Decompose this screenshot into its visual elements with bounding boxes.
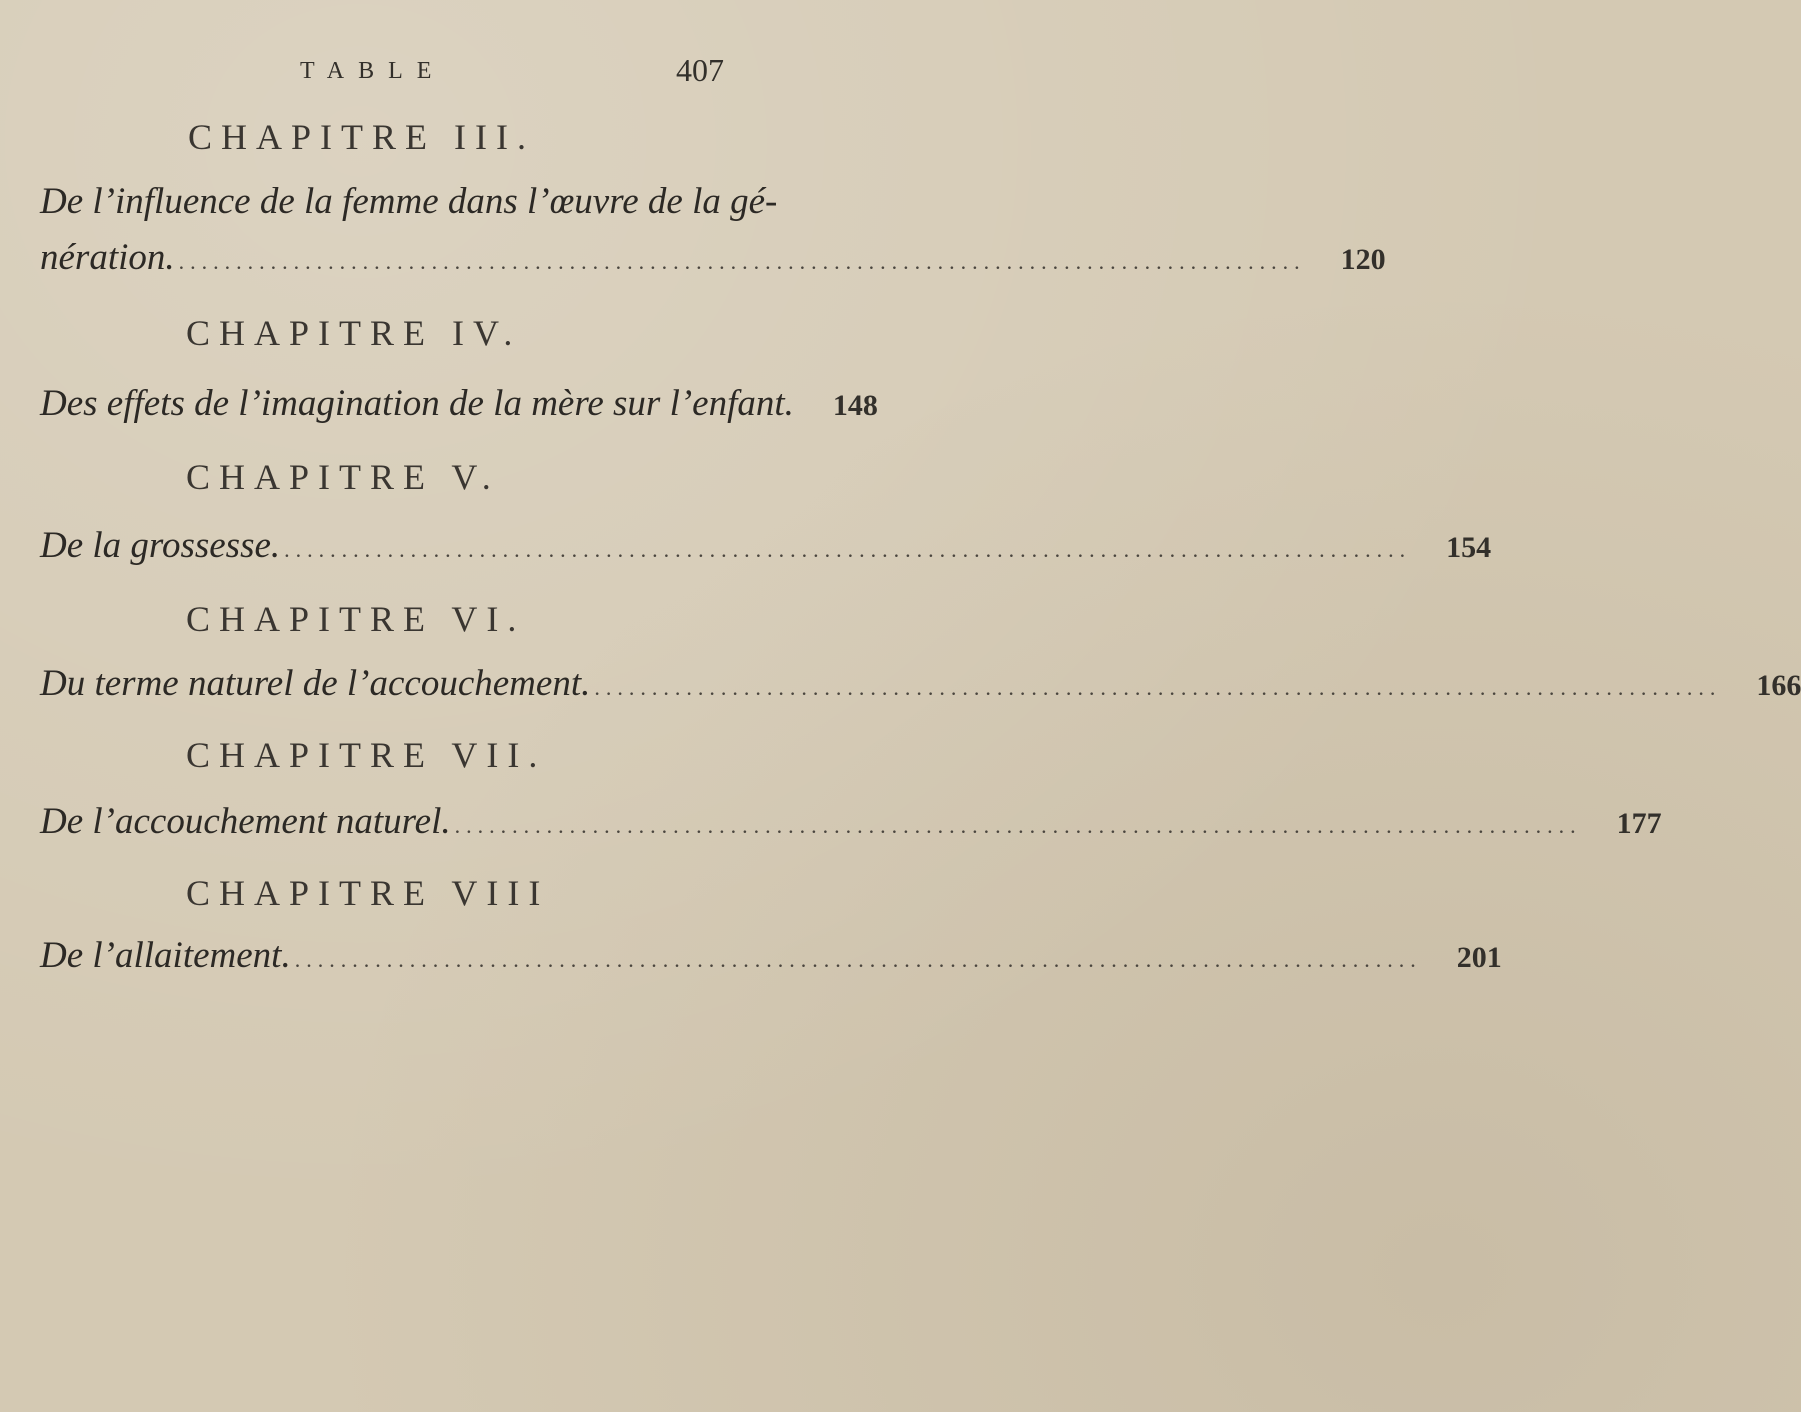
toc-entry-page: 201 [1456, 941, 1502, 974]
toc-entry-page: 148 [832, 389, 878, 422]
toc-entry-page: 120 [1340, 243, 1386, 276]
toc-entry-title: Du terme naturel de l’accouchement. [40, 663, 591, 704]
toc-entry [40, 934, 1502, 982]
toc-entry-page: 154 [1446, 531, 1492, 564]
dot-leader [179, 249, 1306, 275]
chapter-heading: CHAPITRE VI. [186, 599, 526, 639]
chapter-heading: CHAPITRE VII. [186, 735, 547, 775]
toc-entry [40, 236, 1386, 284]
chapter-heading: CHAPITRE IV. [186, 313, 522, 353]
toc-entry-title: De l’accouchement naturel. [40, 801, 451, 842]
toc-entry-title: De l’influence de la femme dans l’œuvre de la gé- [40, 181, 778, 222]
toc-entry-page: 166 [1756, 669, 1801, 702]
chapter-heading: CHAPITRE III. [188, 117, 535, 157]
toc-entry [40, 382, 878, 430]
toc-entry-title: De l’allaitement. [40, 935, 291, 976]
dot-leader [594, 675, 1721, 701]
toc-entry-title: De la grossesse. [40, 525, 281, 566]
page-number: 407 [676, 52, 724, 88]
dot-leader [455, 813, 1582, 839]
chapter-heading: CHAPITRE V. [186, 457, 500, 497]
toc-entry [40, 524, 1492, 572]
dot-leader [284, 537, 1411, 563]
toc-entry-page: 177 [1616, 807, 1662, 840]
toc-entry [40, 662, 1801, 710]
dot-leader [295, 947, 1422, 973]
running-title: TABLE [300, 58, 446, 84]
chapter-heading: CHAPITRE VIII [186, 873, 550, 913]
toc-entry-title: nération. [40, 237, 175, 278]
toc-entry-title: Des effets de l’imagination de la mère sur l’enfant. [40, 383, 794, 424]
toc-entry [40, 800, 1662, 848]
